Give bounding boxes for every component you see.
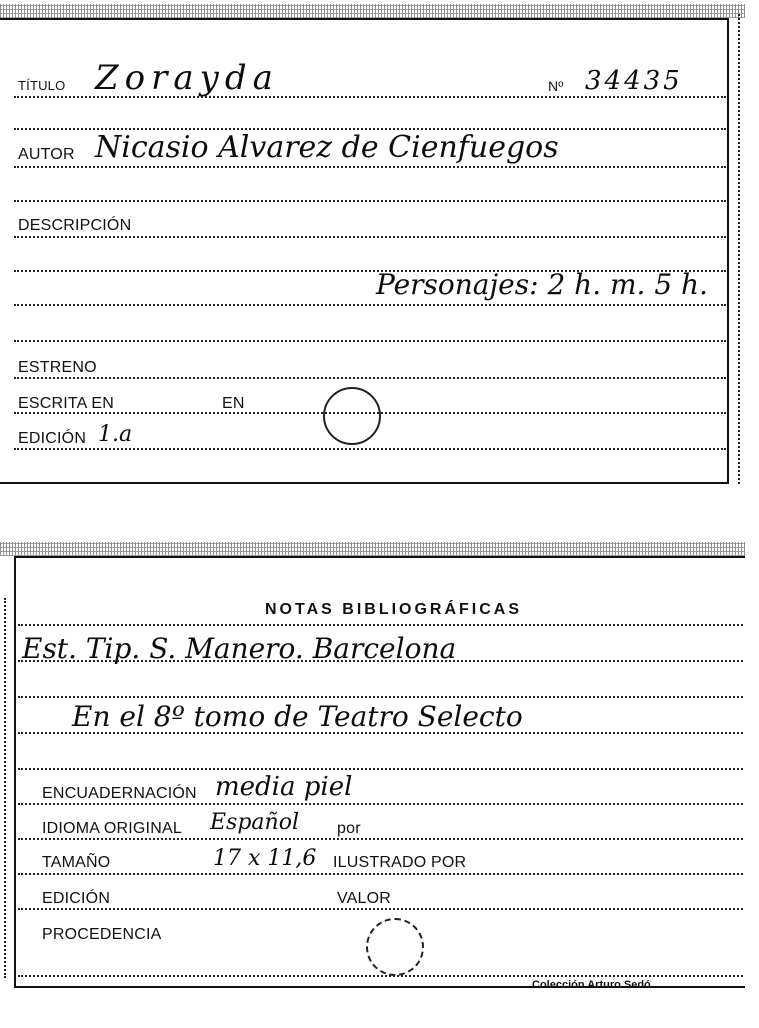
tamano-label: TAMAÑO <box>42 854 111 871</box>
numero-label: Nº <box>548 78 564 94</box>
idioma-label: IDIOMA ORIGINAL <box>42 820 182 837</box>
personajes-value: Personajes: 2 h. m. 5 h. <box>376 268 708 301</box>
line-autor <box>14 166 726 168</box>
line-idioma <box>18 838 743 840</box>
valor-label: VALOR <box>337 890 392 907</box>
line-above-descripcion <box>14 200 726 202</box>
note-line-2: En el 8º tomo de Teatro Selecto <box>72 700 523 733</box>
scan-noise-top <box>0 4 745 18</box>
edicion-value: 1.a <box>98 422 133 447</box>
note-line-1: Est. Tip. S. Manero. Barcelona <box>22 632 457 665</box>
punch-hole-bottom <box>366 918 424 976</box>
punch-hole-top <box>323 387 381 445</box>
descripcion-label: DESCRIPCIÓN <box>18 217 132 234</box>
line-notas-3 <box>18 696 743 698</box>
line-notas-2 <box>18 660 743 662</box>
line-desc-4 <box>14 340 726 342</box>
card-bottom-left-edge <box>4 598 6 978</box>
por-label: por <box>337 820 361 837</box>
line-procedencia <box>18 975 743 977</box>
line-edicion <box>14 448 726 450</box>
line-notas-4 <box>18 732 743 734</box>
card-top-right-edge <box>738 14 740 484</box>
ilustrado-label: ILUSTRADO POR <box>333 854 467 871</box>
scan-noise-bottom <box>0 542 745 556</box>
line-estreno <box>14 377 726 379</box>
collection-footer: Colección Arturo Sedó <box>532 979 651 991</box>
estreno-label: ESTRENO <box>18 359 97 376</box>
line-descripcion <box>14 236 726 238</box>
autor-value: Nicasio Alvarez de Cienfuegos <box>95 130 559 165</box>
line-edicion-2 <box>18 908 743 910</box>
line-notas-1 <box>18 624 743 626</box>
edicion-label-2: EDICIÓN <box>42 890 111 907</box>
line-desc-3 <box>14 304 726 306</box>
escrita-en-label: ESCRITA EN <box>18 395 114 412</box>
notas-title: NOTAS BIBLIOGRÁFICAS <box>265 601 523 618</box>
line-encuadernacion <box>18 803 743 805</box>
line-above-autor <box>14 128 726 130</box>
tamano-value: 17 x 11,6 <box>213 846 317 871</box>
autor-label: AUTOR <box>18 146 75 163</box>
idioma-value: Español <box>210 810 299 835</box>
line-titulo <box>14 96 726 98</box>
titulo-label: TÍTULO <box>18 78 66 93</box>
line-tamano <box>18 873 743 875</box>
line-notas-5 <box>18 768 743 770</box>
titulo-value: Zorayda <box>95 58 279 98</box>
numero-value: 34435 <box>585 66 683 96</box>
encuadernacion-label: ENCUADERNACIÓN <box>42 785 197 802</box>
en-label: EN <box>222 395 245 412</box>
edicion-label: EDICIÓN <box>18 430 87 447</box>
procedencia-label: PROCEDENCIA <box>42 926 162 943</box>
encuadernacion-value: media piel <box>215 772 353 802</box>
